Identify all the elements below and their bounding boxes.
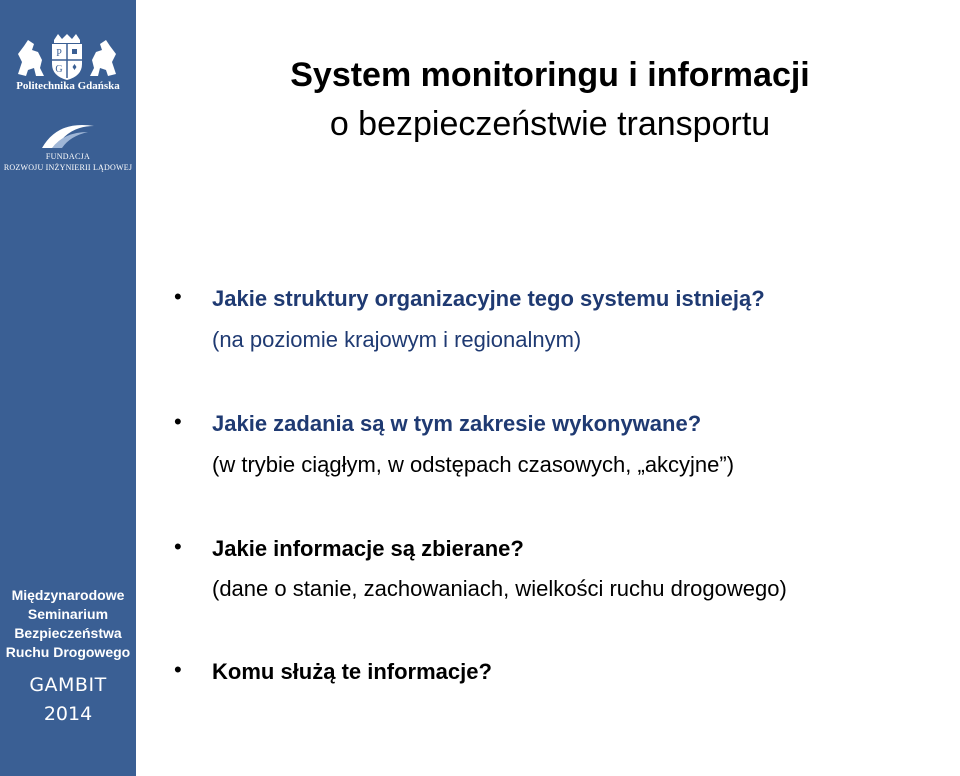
detail-3: (dane o stanie, zachowaniach, wielkości ruchu drogowego)	[212, 576, 787, 601]
bullet-dot-icon: •	[174, 657, 182, 682]
bullet-dot-icon: •	[174, 534, 182, 559]
detail-1: (na poziomie krajowym i regionalnym)	[212, 327, 582, 352]
slide-title-line2: o bezpieczeństwie transportu	[329, 105, 771, 143]
event-year: 2014	[43, 703, 93, 725]
seminar-line: Bezpieczeństwa	[14, 625, 122, 641]
svg-text:G: G	[55, 64, 63, 75]
seminar-line: Ruchu Drogowego	[5, 644, 131, 660]
foundation-name-line1: FUNDACJA	[45, 152, 91, 161]
svg-text:P: P	[56, 48, 62, 59]
bullet-dot-icon: •	[174, 284, 182, 309]
slide-title-line1: System monitoringu i informacji	[290, 56, 810, 94]
question-1: Jakie struktury organizacyjne tego systemu istnieją?	[212, 286, 765, 311]
detail-2: (w trybie ciągłym, w odstępach czasowych, „akcyjne”)	[212, 452, 735, 477]
seminar-line: Seminarium	[27, 606, 109, 622]
event-name: GAMBIT	[29, 674, 107, 696]
seminar-title	[0, 586, 136, 662]
question-3: Jakie informacje są zbierane?	[212, 536, 524, 561]
university-name: Politechnika Gdańska	[16, 80, 120, 92]
bullet-dot-icon: •	[174, 409, 182, 434]
seminar-line: Międzynarodowe	[11, 587, 125, 603]
foundation-logo-icon	[38, 118, 98, 152]
sidebar	[0, 0, 136, 776]
question-2: Jakie zadania są w tym zakresie wykonywane?	[212, 411, 702, 436]
foundation-name-line2: ROZWOJU INŻYNIERII LĄDOWEJ	[3, 163, 133, 172]
question-4: Komu służą te informacje?	[212, 659, 492, 684]
